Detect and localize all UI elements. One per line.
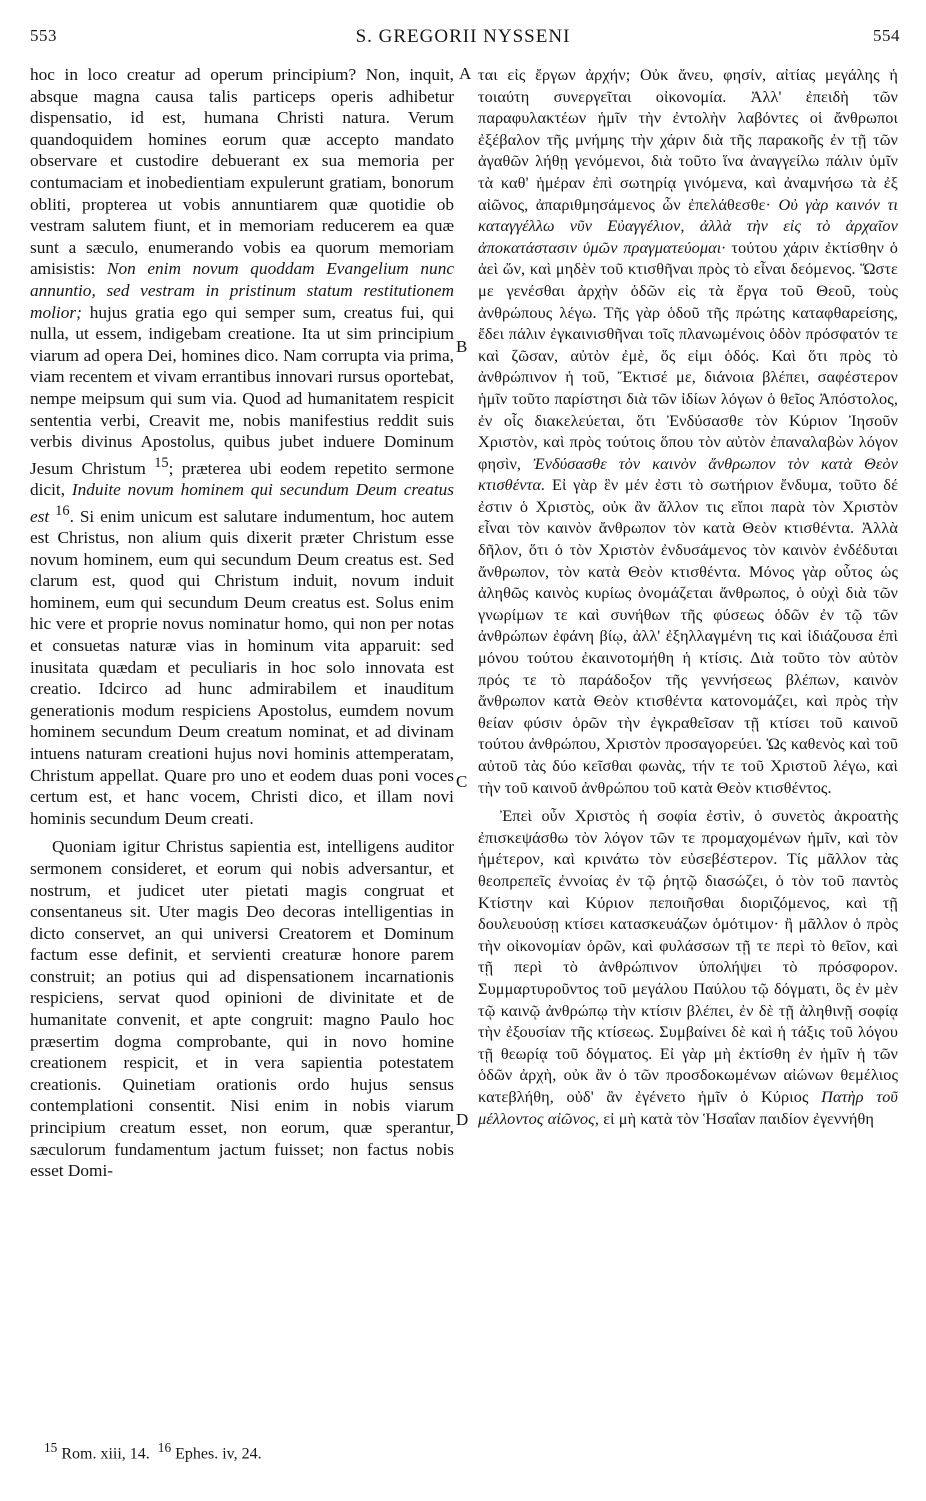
footnote-ref-16: 16 bbox=[55, 502, 70, 519]
footnote-number-15: 15 bbox=[44, 1440, 58, 1455]
greek-text: Εἰ γὰρ ἓν μέν ἐστι τὸ σωτήριον ἔνδυμα, τοῦτο δέ ἐστιν ὁ Χριστὸς, οὐκ ἂν ἄλλον τις εἴποι παρὰ τὸν Χριστὸν εἶναι τὸν καινὸν ἄνθρωπον τὸν κατὰ Θεὸν κτισθέντα. Ἀλλὰ δῆλον, ὅτι ὁ τὸν Χριστὸν ἐνδυσάμενος τὸν καινὸν ἐνδέδυται ἄνθρωπον, τὸν κατὰ Θεὸν κτισθέντα. Μόνος γὰρ οὗτος ὡς ἀληθῶς καινὸς κυρίως ὀνομάζεται ἄνθρωπος, ὁ οὐχὶ διὰ τῶν γνωρίμων τε καὶ συνήθων τῆς φύσεως ὁδῶν ἐν τῷ τῶν ἀνθρώπων ἐφάνη βίῳ, ἀλλ' ἐξηλλαγμένη τις καὶ ἰδιάζουσα ἐπὶ μόνου τούτου ἐκαινοτομήθη ἡ κτίσις. Διὰ τοῦτο τὸν αὐτὸν πρός τε τὸ παράδοξον τῆς γεννήσεως βλέπων, καινὸν ἄνθρωπον κατὰ Θεὸν κτισθέντα κατονομάζει, καὶ πρὸς τὴν θείαν φύσιν ὁρῶν τὴν ἐγκραθεῖσαν τῇ κτίσει τοῦ καινοῦ τούτου ἀνθρώπου, Χριστὸν προσαγορεύει. Ὡς καθενὸς καὶ τοῦ αὐτοῦ τὰς δύο κεῖσθαι φωνὰς, τήν τε τοῦ Χριστοῦ λέγω, καὶ τὴν τοῦ καινοῦ ἀνθρώπου τοῦ κατὰ Θεὸν κτισθέντος. bbox=[478, 475, 899, 797]
greek-text: ται εἰς ἔργων ἀρχήν; Οὐκ ἄνευ, φησίν, αἰτίας μεγάλης ἡ τοιαύτη συνεργεῖται οἰκονομία. Ἀλλ' ἐπειδὴ τῶν παραφυλακτέων ἡμῖν τὴν ἐντολὴν λαβόντες οἱ ἄνθρωποι ἐξέβαλον τῆς μνήμης τὴν χάριν διὰ τῆς παρακοῆς ἐν τῇ τῶν ἀγαθῶν λήθῃ γενόμενοι, διὰ τοῦτο ἵνα ἀναγγείλω πάλιν ὑμῖν τὰ καθ' ἡμέραν ἐπὶ σωτηρίᾳ γινόμενα, καὶ ἀναμνήσω τὰ ἐξ αἰῶνος, ἀπαριθμησάμενος ὧν ἐπελάθεσθε· bbox=[478, 65, 898, 214]
footnote-number-16: 16 bbox=[157, 1440, 172, 1455]
footnote-reference-16: Ephes. iv, 24. bbox=[175, 1445, 262, 1463]
greek-italic-quote: Ἐνδύσασθε τὸν καινὸν ἄνθρωπον τὸν κατὰ Θεὸν κτισθέντα. bbox=[478, 453, 898, 495]
latin-text: hoc in loco creatur ad operum principium? Non, inquit, absque magna causa talis particeps operis adhibetur dispensatio, id est, humana Christi natura. Verum quandoquidem homines eorum quæ accepto mandato observare et custodire debuerant ex sua memoria per contumaciam et inobedientiam expulerunt gratiam, bonorum obliti, propterea ut vobis annuntiarem quæ quotidie ob vestram salutem fiunt, et in memoriam reducerem ea quæ sunt a sæculo, enumerando vobis ea quorum memoriam amisistis: bbox=[30, 65, 454, 279]
margin-marker-a: A bbox=[459, 64, 472, 83]
greek-italic-quote: Πατὴρ τοῦ μέλλοντος αἰῶνος, bbox=[478, 1086, 899, 1128]
latin-text: hujus gratia ego qui semper sum, creatus fui, qui nulla, ut essem, indigebam creatione. Ita ut sim principium viarum ad opera Dei, homines dico. Nam corrupta via prima, viam recentem et vivam errantibus innovari rursus oportebat, nempe meipsum qui sum via. Quod ad humanitatem respicit sententia verbi, Creavit me, nobis manifestius reddit suis verbis divinus Apostolus, quibus jubet induere Dominum Jesum Christum bbox=[30, 302, 454, 478]
page-number-right: 554 bbox=[873, 26, 900, 45]
latin-text: . Si enim unicum est salutare indumentum, hoc autem est Christus, non alium quis dixerit præter Christum esse novum hominem, eum qui secundum Deum creatus est. Sed clarum est, quod qui Christum induit, novum induit hominem, eum qui secundum Deum creatus est. Solus enim hic vere et proprie novus nominatur homo, qui non per notas et consuetas naturæ vias in hominum vita apparuit: sed inusitata quædam et peculiaris in hoc solo innovata est creatio. Idcirco ad hunc admirabilem et inauditum generationis modum respiciens Apostolus, eumdem novum hominem secundum Deum creatum nominat, et ad divinam intuens naturam creationi hujus novi hominis attemperatam, Christum appellat. Quare pro uno et eodem duas poni voces certum est, et hanc vocem, Christi dico, et illam novi hominis secundum Deum creati. bbox=[30, 506, 454, 828]
latin-italic-quote: Induite novum hominem qui secundum Deum creatus est bbox=[30, 480, 454, 526]
greek-text: τούτου χάριν ἐκτίσθην ὁ ἀεὶ ὤν, καὶ μηδὲν τοῦ κτισθῆναι πρὸς τὸ εἶναι δεόμενος. Ὥστε με γενέσθαι ἀρχὴν ὁδῶν εἰς τὰ ἔργα τοῦ Θεοῦ, τοὺς ἀνθρώπους λέγω. Τῆς γὰρ ὁδοῦ τῆς πρώτης καταφθαρείσης, ἔδει πάλιν ἐγκαινισθῆναι τοῖς πλανωμένοις ὁδὸν πρόσφατόν τε καὶ ζῶσαν, αὐτὸν ἐμὲ, ὅς εἰμι ὁδός. Καὶ ὅτι πρὸς τὸ ἀνθρώπινον ἡ τοῦ, Ἔκτισέ με, διάνοια βλέπει, σαφέστερον ἡμῖν τοῦτο παρίστησι διὰ τῶν ἰδίων λόγων ὁ θεῖος Ἀπόστολος, ἐν οἷς διακελεύεται, ὅτι Ἐνδύσασθε τὸν Κύριον Ἰησοῦν Χριστὸν, καὶ πρὸς τούτοις ὅπου τὸν αὐτὸν ἐπαναλαβὼν λόγον φησὶν, bbox=[478, 237, 899, 473]
greek-paragraph-2 bbox=[478, 805, 898, 1129]
page-header bbox=[0, 26, 926, 50]
greek-paragraph-1 bbox=[478, 64, 898, 798]
latin-column bbox=[30, 64, 454, 1182]
latin-paragraph-2: Quoniam igitur Christus sapientia est, intelligens auditor sermonem consideret, et eorum qui nobis adversantur, et nostrum, et judicet uter pietati magis congruat et consentaneus sit. Uter magis Deo decoras intelligentias in dicto conservet, an qui universi Creatorem et Dominum factum esse definit, et servienti creaturæ honore parem construit; an potius qui ad dispensationem incarnationis respiciens, servat quod opinioni de divinitate et de humanitate convenit, et apte congruit: magno Paulo hoc præsertim dogma comprobante, qui in novo homine creationem respicit, et in vera sapientia potestatem creationis. Quinetiam orationis ordo hujus sensus contemplationi consentit. Nisi enim in nobis viarum principium creatum esset, non eorum, quæ sperantur, sæculorum fundamentum jactum fuisset; non factus nobis esset Domi- bbox=[30, 837, 454, 1181]
greek-italic-quote: Οὐ γὰρ καινόν τι καταγγέλλω νῦν Εὐαγγέλιον, ἀλλὰ τὴν εἰς τὸ ἀρχαῖον ἀποκατάστασιν ὑμῶν πραγματεύομαι· bbox=[478, 194, 898, 257]
footnote-reference-15: Rom. xiii, 14. bbox=[61, 1445, 150, 1463]
margin-marker-b: B bbox=[456, 337, 468, 356]
latin-italic-quote: Non enim novum quoddam Evangelium nunc annuntio, sed vestram in pristinum statum restitutionem molior; bbox=[30, 259, 455, 322]
margin-marker-c: C bbox=[456, 772, 468, 791]
greek-column bbox=[478, 64, 898, 1129]
latin-text: ; præterea ubi eodem repetito sermone dicit, bbox=[30, 458, 454, 500]
footnote-ref-15: 15 bbox=[154, 454, 169, 471]
latin-paragraph-1 bbox=[30, 64, 454, 829]
margin-marker-d: D bbox=[456, 1110, 469, 1129]
greek-text: Ἐπεὶ οὖν Χριστὸς ἡ σοφία ἐστὶν, ὁ συνετὸς ἀκροατὴς ἐπισκεψάσθω τὸν λόγον τῶν τε προμαχομένων ἡμῖν, καὶ τὸν ἡμέτερον, καὶ κρινάτω τὸν εὐσεβέστερον. Τίς μᾶλλον τὰς θεοπρεπεῖς ἐννοίας ἐν τῷ ῥητῷ διασώζει, ὁ τὸν τοῦ παντὸς Κτίστην καὶ Κύριον πεποιῆσθαι διοριζόμενος, καὶ τῇ δουλευούσῃ κτίσει κατασκευάζων ὁμότιμον· ἢ μᾶλλον ὁ πρὸς τὴν οἰκονομίαν ὁρῶν, καὶ φυλάσσων τῇ τε περὶ τὸ θεῖον, καὶ τῇ περὶ τὸ ἀνθρώπινον ὑπολήψει τὸ πρόσφορον. Συμμαρτυροῦντος τοῦ μεγάλου Παύλου τῷ δόγματι, ὃς ἐν μὲν τῷ καινῷ ἀνθρώπῳ τὴν κτίσιν βλέπει, ἐν δὲ τῇ ἀληθινῇ σοφίᾳ τὴν ἐξουσίαν τῆς κτίσεως. Συμβαίνει δὲ καὶ ἡ τάξις τοῦ λόγου τῇ θεωρίᾳ τοῦ δόγματος. Εἰ γὰρ μὴ ἐκτίσθη ἐν ἡμῖν ἡ τῶν ὁδῶν ἀρχὴ, οὐκ ἂν ὁ τῶν προσδοκωμένων αἰώνων θεμέλιος κατεβλήθη, οὐδ' ἂν ἐγένετο ἡμῖν ὁ Κύριος bbox=[478, 806, 898, 1106]
greek-text: εἰ μὴ κατὰ τὸν Ἡσαΐαν παιδίον ἐγεννήθη bbox=[603, 1108, 874, 1128]
footnotes bbox=[44, 1440, 262, 1463]
page-number-left: 553 bbox=[30, 26, 57, 45]
running-title: S. GREGORII NYSSENI bbox=[355, 26, 571, 47]
